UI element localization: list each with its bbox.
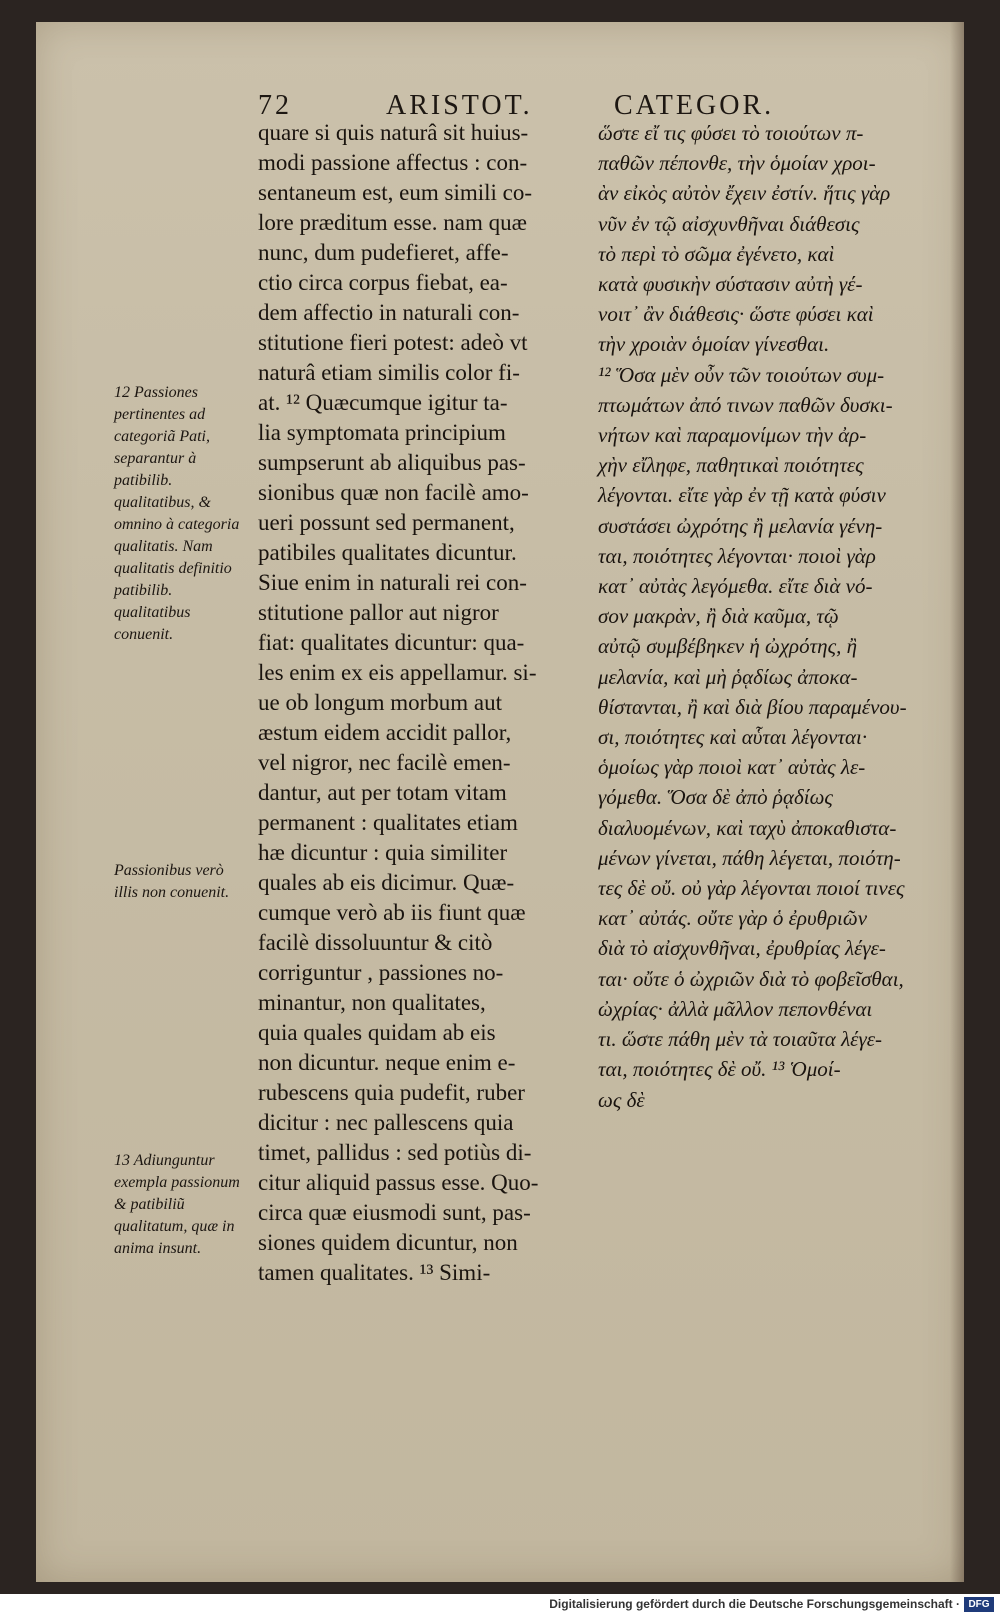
dfg-logo-icon: DFG [964,1597,994,1612]
margin-notes [114,382,250,1362]
page-number: 72 [258,90,292,121]
book-page [36,22,964,1582]
margin-note-passionibus: Passionibus verò illis non conuenit. [114,862,230,901]
margin-note-12: 12 Passiones pertinentes ad categoriã Pati, separantur à patibilib. qualitatibus, & omnino à categoria qualitatis. Nam qualitatis definitio patibilib. qualitatibus conuenit. [114,384,240,643]
running-title-right: CATEGOR. [614,90,775,121]
margin-note-13: 13 Adiunguntur exempla passionum & patibiliũ qualitatum, quæ in anima insunt. [114,1152,240,1257]
latin-text-column: quare si quis naturâ sit huius- modi passione affectus : con- sentaneum est, eum simili co- lore præditum esse. nam quæ nunc, dum pudefieret, affe- ctio circa corpus fiebat, ea- dem affectio in naturali con- stitutione fieri potest: adeò vt naturâ etiam similis color fi- at. ¹² Quæcumque igitur ta- lia symptomata principium sumpserunt ab aliquibus pas- sionibus quæ non facilè amo- ueri possunt sed permanent, patibiles qualitates dicuntur. Siue enim in naturali rei con- stitutione pallor aut nigror fiat: qualitates dicuntur: qua- les enim ex eis appellamur. si- ue ob longum morbum aut æstum eidem accidit pallor, vel nigror, nec facilè emen- dantur, aut per totam vitam permanent : qualitates etiam hæ dicuntur : quia similiter quales ab eis dicimur. Quæ- cumque verò ab iis fiunt quæ facilè dissoluuntur & citò corriguntur , passiones no- minantur, non qualitates, quia quales quidam ab eis non dicuntur. neque enim e- rubescens quia pudefit, ruber dicitur : nec pallescens quia timet, pallidus : sed potiùs di- citur aliquid passus esse. Quo- circa quæ eiusmodi sunt, pas- siones quidem dicuntur, non tamen qualitates. ¹³ Simi- [258,120,539,1285]
digitization-footer [0,1594,1000,1616]
running-title-left: ARISTOT. [386,90,533,121]
footer-credit: Digitalisierung gefördert durch die Deutsche Forschungsgemeinschaft · [549,1597,960,1611]
greek-text-column: ὥστε εἴ τις φύσει τὸ τοιούτων π- παθῶν πέπονθε, τὴν ὁμοίαν χροι- ὰν εἰκὸς αὐτὸν ἔχειν ἐστίν. ἥτις γὰρ νῦν ἐν τῷ αἰσχυνθῆναι διάθεσις τὸ περὶ τὸ σῶμα ἐγένετο, καὶ κατὰ φυσικὴν σύστασιν αὐτὴ γέ- νοιτ᾽ ἂν διάθεσις· ὥστε φύσει καὶ τὴν χροιὰν ὁμοίαν γίνεσθαι. ¹² Ὅσα μὲν οὖν τῶν τοιούτων συμ- πτωμάτων ἀπό τινων παθῶν δυσκι- νήτων καὶ παραμονίμων τὴν ἀρ- χὴν εἴληφε, παθητικαὶ ποιότητες λέγονται. εἴτε γὰρ ἐν τῇ κατὰ φύσιν συστάσει ὠχρότης ἢ μελανία γένη- ται, ποιότητες λέγονται· ποιοὶ γὰρ κατ᾽ αὐτὰς λεγόμεθα. εἴτε διὰ νό- σον μακρὰν, ἢ διὰ καῦμα, τῷ αὐτῷ συμβέβηκεν ἡ ὠχρότης, ἢ μελανία, καὶ μὴ ῥᾳδίως ἀποκα- θίστανται, ἢ καὶ διὰ βίου παραμένου- σι, ποιότητες καὶ αὗται λέγονται· ὁμοίως γὰρ ποιοὶ κατ᾽ αὐτὰς λε- γόμεθα. Ὅσα δὲ ἀπὸ ῥᾳδίως διαλυομένων, καὶ ταχὺ ἀποκαθιστα- μένων γίνεται, πάθη λέγεται, ποιότη- τες δὲ οὔ. οὐ γὰρ λέγονται ποιοί τινες κατ᾽ αὐτάς. οὔτε γὰρ ὁ ἐρυθριῶν διὰ τὸ αἰσχυνθῆναι, ἐρυθρίας λέγε- ται· οὔτε ὁ ὠχριῶν διὰ τὸ φοβεῖσθαι, ὠχρίας· ἀλλὰ μᾶλλον πεπονθέναι τι. ὥστε πάθη μὲν τὰ τοιαῦτα λέγε- ται, ποιότητες δὲ οὔ. ¹³ Ὁμοί- ως δὲ [598,121,907,1112]
